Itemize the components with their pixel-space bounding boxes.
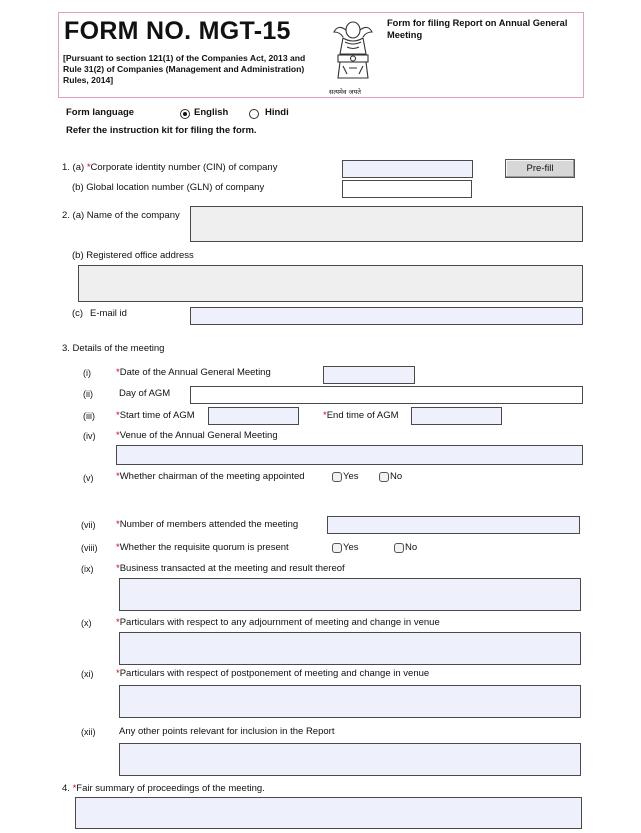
quorum-yes-checkbox[interactable] bbox=[332, 543, 342, 553]
adjournment-label: *Particulars with respect to any adjournment of meeting and change in venue bbox=[116, 617, 440, 628]
email-input[interactable] bbox=[190, 307, 583, 325]
chairman-no-checkbox[interactable] bbox=[379, 472, 389, 482]
english-label: English bbox=[194, 107, 229, 118]
item-v-num: (v) bbox=[83, 473, 94, 483]
postponement-input[interactable] bbox=[119, 685, 581, 718]
item-x-num: (x) bbox=[81, 618, 92, 628]
prefill-button[interactable]: Pre-fill bbox=[505, 159, 575, 178]
item-xi-num: (xi) bbox=[81, 669, 94, 679]
pursuant-text: [Pursuant to section 121(1) of the Companies Act, 2013 and Rule 31(2) of Companies (Management and Administration) Rules, 2014] bbox=[63, 53, 306, 85]
chairman-label: *Whether chairman of the meeting appointed bbox=[116, 471, 305, 482]
cin-row-label: 1. (a) *Corporate identity number (CIN) of company bbox=[62, 162, 278, 173]
item-ii-num: (ii) bbox=[83, 389, 93, 399]
form-title: Form for filing Report on Annual General Meeting bbox=[387, 18, 568, 40]
start-time-input[interactable] bbox=[208, 407, 299, 425]
agm-date-label: *Date of the Annual General Meeting bbox=[116, 367, 271, 378]
item-xii-num: (xii) bbox=[81, 727, 96, 737]
agm-day-label: Day of AGM bbox=[119, 388, 171, 399]
quorum-yes-label: Yes bbox=[343, 542, 359, 553]
email-num: (c) bbox=[72, 308, 84, 319]
members-attended-label: *Number of members attended the meeting bbox=[116, 519, 299, 530]
hindi-radio[interactable] bbox=[249, 109, 259, 119]
agm-day-input[interactable] bbox=[190, 386, 583, 404]
meeting-details-title: 3. Details of the meeting bbox=[62, 343, 165, 354]
members-attended-input[interactable] bbox=[327, 516, 580, 534]
postponement-label: *Particulars with respect of postponement of meeting and change in venue bbox=[116, 668, 430, 679]
start-time-label: *Start time of AGM bbox=[116, 410, 195, 421]
form-number: FORM NO. MGT-15 bbox=[64, 17, 291, 45]
form-header bbox=[58, 12, 584, 98]
venue-label: *Venue of the Annual General Meeting bbox=[116, 430, 278, 441]
instruction-text: Refer the instruction kit for filing the form. bbox=[66, 125, 257, 136]
email-label: E-mail id bbox=[90, 308, 127, 319]
chairman-yes-label: Yes bbox=[343, 471, 359, 482]
form-language-label: Form language bbox=[66, 107, 135, 118]
chairman-yes-checkbox[interactable] bbox=[332, 472, 342, 482]
english-radio[interactable] bbox=[180, 109, 190, 119]
national-emblem bbox=[327, 16, 379, 96]
company-name-label: 2. (a) Name of the company bbox=[62, 210, 180, 221]
gln-input[interactable] bbox=[342, 180, 472, 198]
business-transacted-input[interactable] bbox=[119, 578, 581, 611]
fair-summary-label: 4. *Fair summary of proceedings of the meeting. bbox=[62, 783, 265, 794]
other-points-label: Any other points relevant for inclusion in the Report bbox=[119, 726, 335, 737]
registered-address-input[interactable] bbox=[78, 265, 583, 302]
agm-date-input[interactable] bbox=[323, 366, 415, 384]
item-i-num: (i) bbox=[83, 368, 91, 378]
item-vii-num: (vii) bbox=[81, 520, 96, 530]
other-points-input[interactable] bbox=[119, 743, 581, 776]
registered-address-label: (b) Registered office address bbox=[72, 250, 194, 261]
company-name-input[interactable] bbox=[190, 206, 583, 242]
item-viii-num: (viii) bbox=[81, 543, 98, 553]
gln-label: (b) Global location number (GLN) of company bbox=[72, 182, 265, 193]
chairman-no-label: No bbox=[390, 471, 403, 482]
hindi-label: Hindi bbox=[265, 107, 289, 118]
business-transacted-label: *Business transacted at the meeting and result thereof bbox=[116, 563, 345, 574]
cin-input[interactable] bbox=[342, 160, 473, 178]
item-iii-num: (iii) bbox=[83, 411, 95, 421]
item-iv-num: (iv) bbox=[83, 431, 96, 441]
end-time-input[interactable] bbox=[411, 407, 502, 425]
quorum-no-checkbox[interactable] bbox=[394, 543, 404, 553]
quorum-no-label: No bbox=[405, 542, 418, 553]
quorum-label: *Whether the requisite quorum is present bbox=[116, 542, 289, 553]
adjournment-input[interactable] bbox=[119, 632, 581, 665]
ashoka-emblem-icon bbox=[327, 16, 379, 86]
end-time-label: *End time of AGM bbox=[323, 410, 399, 421]
fair-summary-input[interactable] bbox=[75, 797, 582, 829]
venue-input[interactable] bbox=[116, 445, 583, 465]
item-ix-num: (ix) bbox=[81, 564, 94, 574]
emblem-caption: सत्यमेव जयते bbox=[329, 88, 361, 96]
